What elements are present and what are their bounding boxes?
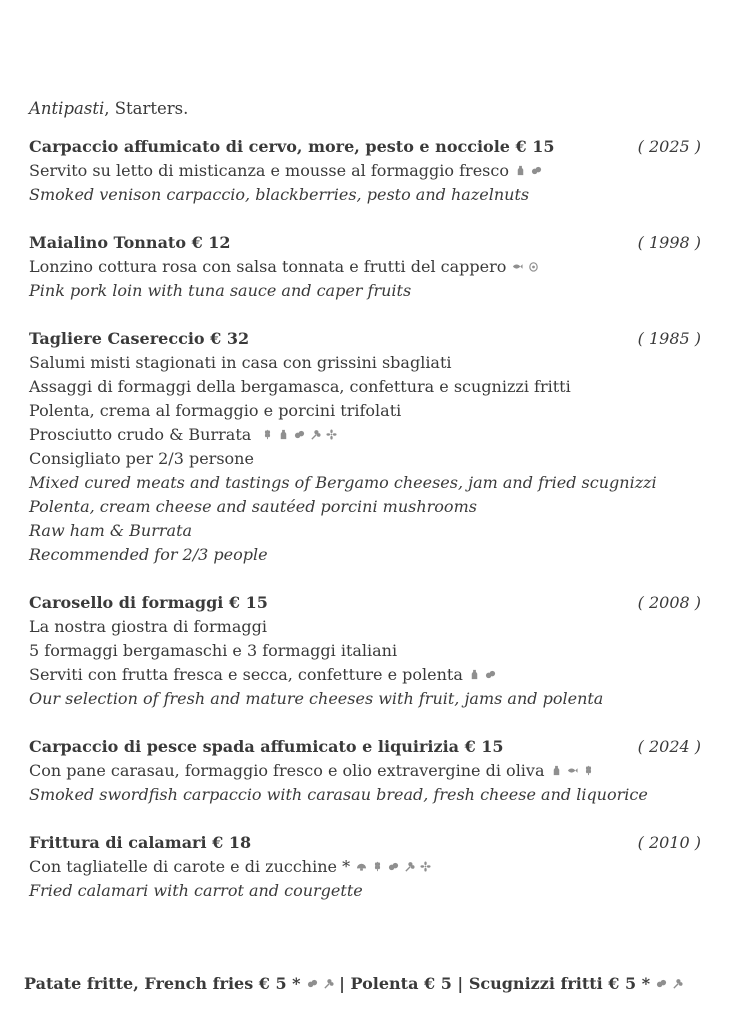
celery-icon bbox=[323, 978, 334, 989]
description-text: Consigliato per 2/3 persone bbox=[29, 449, 254, 468]
allergen-icons bbox=[551, 765, 594, 776]
menu-item-description bbox=[29, 351, 709, 375]
nut-icon bbox=[485, 669, 496, 680]
menu-item-year: ( 1985 ) bbox=[637, 329, 701, 348]
nut-icon bbox=[294, 429, 305, 440]
description-text: 5 formaggi bergamaschi e 3 formaggi italiani bbox=[29, 641, 398, 660]
description-text: Fried calamari with carrot and courgette bbox=[29, 881, 363, 900]
menu-item-description bbox=[29, 375, 709, 399]
menu-item-year: ( 2024 ) bbox=[637, 737, 701, 756]
egg-icon bbox=[528, 261, 539, 272]
description-text: Assaggi di formaggi della bergamasca, confettura e scugnizzi fritti bbox=[29, 377, 571, 396]
sesame-icon bbox=[420, 861, 431, 872]
sesame-icon bbox=[326, 429, 337, 440]
menu-item-description bbox=[29, 663, 709, 687]
menu-items bbox=[29, 135, 709, 903]
menu-item-header bbox=[29, 135, 709, 159]
description-text: Prosciutto crudo & Burrata bbox=[29, 425, 257, 444]
description-text: Con tagliatelle di carote e di zucchine * bbox=[29, 857, 351, 876]
menu-item-header bbox=[29, 591, 709, 615]
menu-item-header bbox=[29, 327, 709, 351]
allergen-icons bbox=[469, 669, 496, 680]
menu-item-header bbox=[29, 735, 709, 759]
description-text: Serviti con frutta fresca e secca, confetture e polenta bbox=[29, 665, 463, 684]
wheat-icon bbox=[262, 429, 273, 440]
menu-item-name: Maialino Tonnato € 12 bbox=[29, 233, 231, 252]
menu-page bbox=[29, 97, 709, 927]
menu-item-year: ( 2025 ) bbox=[637, 137, 701, 156]
menu-item-description bbox=[29, 255, 709, 279]
allergen-icons bbox=[512, 261, 539, 272]
description-text: Salumi misti stagionati in casa con grissini sbagliati bbox=[29, 353, 452, 372]
footer-polenta: Polenta € 5 bbox=[350, 974, 452, 993]
description-text: Smoked swordfish carpaccio with carasau bread, fresh cheese and liquorice bbox=[29, 785, 648, 804]
menu-item-header bbox=[29, 231, 709, 255]
sides-footer bbox=[24, 972, 683, 996]
footer-scugnizzi-icons bbox=[656, 978, 683, 989]
menu-item-translation bbox=[29, 471, 709, 495]
description-text: Raw ham & Burrata bbox=[29, 521, 193, 540]
celery-icon bbox=[404, 861, 415, 872]
footer-scugnizzi: Scugnizzi fritti € 5 * bbox=[468, 974, 651, 993]
wheat-icon bbox=[372, 861, 383, 872]
menu-item-name: Carosello di formaggi € 15 bbox=[29, 593, 268, 612]
nut-icon bbox=[531, 165, 542, 176]
nut-icon bbox=[656, 978, 667, 989]
menu-item-year: ( 2008 ) bbox=[637, 593, 701, 612]
section-title-english: Starters. bbox=[109, 99, 189, 118]
menu-item-translation bbox=[29, 279, 709, 303]
menu-item bbox=[29, 831, 709, 903]
celery-icon bbox=[310, 429, 321, 440]
menu-item bbox=[29, 231, 709, 303]
description-text: Pink pork loin with tuna sauce and caper fruits bbox=[29, 281, 412, 300]
menu-item-year: ( 1998 ) bbox=[637, 233, 701, 252]
description-text: Lonzino cottura rosa con salsa tonnata e frutti del cappero bbox=[29, 257, 507, 276]
section-title bbox=[29, 97, 709, 121]
footer-fries-icons bbox=[307, 978, 334, 989]
description-text: Servito su letto di misticanza e mousse al formaggio fresco bbox=[29, 161, 509, 180]
menu-item-name: Carpaccio di pesce spada affumicato e liquirizia € 15 bbox=[29, 737, 504, 756]
nut-icon bbox=[388, 861, 399, 872]
menu-item-description bbox=[29, 159, 709, 183]
menu-item bbox=[29, 591, 709, 711]
fish-icon bbox=[567, 765, 578, 776]
menu-item-description bbox=[29, 399, 709, 423]
menu-item-translation bbox=[29, 687, 709, 711]
section-title-italian: Antipasti bbox=[29, 99, 105, 118]
menu-item-name: Frittura di calamari € 18 bbox=[29, 833, 252, 852]
description-text: Con pane carasau, formaggio fresco e olio extravergine di oliva bbox=[29, 761, 545, 780]
mollusc-icon bbox=[356, 861, 367, 872]
menu-item-description bbox=[29, 615, 709, 639]
menu-item-header bbox=[29, 831, 709, 855]
milk-bottle-icon bbox=[551, 765, 562, 776]
menu-item-name: Tagliere Casereccio € 32 bbox=[29, 329, 250, 348]
menu-item-description bbox=[29, 759, 709, 783]
allergen-icons bbox=[515, 165, 542, 176]
menu-item-description bbox=[29, 855, 709, 879]
milk-bottle-icon bbox=[278, 429, 289, 440]
menu-item-translation bbox=[29, 879, 709, 903]
menu-item bbox=[29, 327, 709, 567]
footer-separator: | bbox=[333, 974, 351, 993]
menu-item bbox=[29, 135, 709, 207]
allergen-icons bbox=[356, 861, 431, 872]
nut-icon bbox=[307, 978, 318, 989]
footer-fries: Patate fritte, French fries € 5 * bbox=[24, 974, 301, 993]
menu-item-description bbox=[29, 447, 709, 471]
menu-item-description bbox=[29, 639, 709, 663]
description-text: La nostra giostra di formaggi bbox=[29, 617, 267, 636]
description-text: Polenta, crema al formaggio e porcini trifolati bbox=[29, 401, 402, 420]
menu-item-translation bbox=[29, 519, 709, 543]
description-text: Recommended for 2/3 people bbox=[29, 545, 268, 564]
description-text: Mixed cured meats and tastings of Bergamo cheeses, jam and fried scugnizzi bbox=[29, 473, 657, 492]
description-text: Polenta, cream cheese and sautéed porcini mushrooms bbox=[29, 497, 477, 516]
menu-item-year: ( 2010 ) bbox=[637, 833, 701, 852]
allergen-icons bbox=[262, 429, 337, 440]
menu-item-name: Carpaccio affumicato di cervo, more, pesto e nocciole € 15 bbox=[29, 137, 555, 156]
section-title-separator: , bbox=[104, 99, 110, 118]
menu-item-translation bbox=[29, 543, 709, 567]
milk-bottle-icon bbox=[515, 165, 526, 176]
menu-item-translation bbox=[29, 783, 709, 807]
milk-bottle-icon bbox=[469, 669, 480, 680]
menu-item-translation bbox=[29, 495, 709, 519]
menu-item bbox=[29, 735, 709, 807]
fish-icon bbox=[512, 261, 523, 272]
menu-item-description bbox=[29, 423, 709, 447]
description-text: Our selection of fresh and mature cheeses with fruit, jams and polenta bbox=[29, 689, 604, 708]
description-text: Smoked venison carpaccio, blackberries, pesto and hazelnuts bbox=[29, 185, 530, 204]
celery-icon bbox=[672, 978, 683, 989]
wheat-icon bbox=[583, 765, 594, 776]
menu-item-translation bbox=[29, 183, 709, 207]
footer-separator: | bbox=[451, 974, 469, 993]
